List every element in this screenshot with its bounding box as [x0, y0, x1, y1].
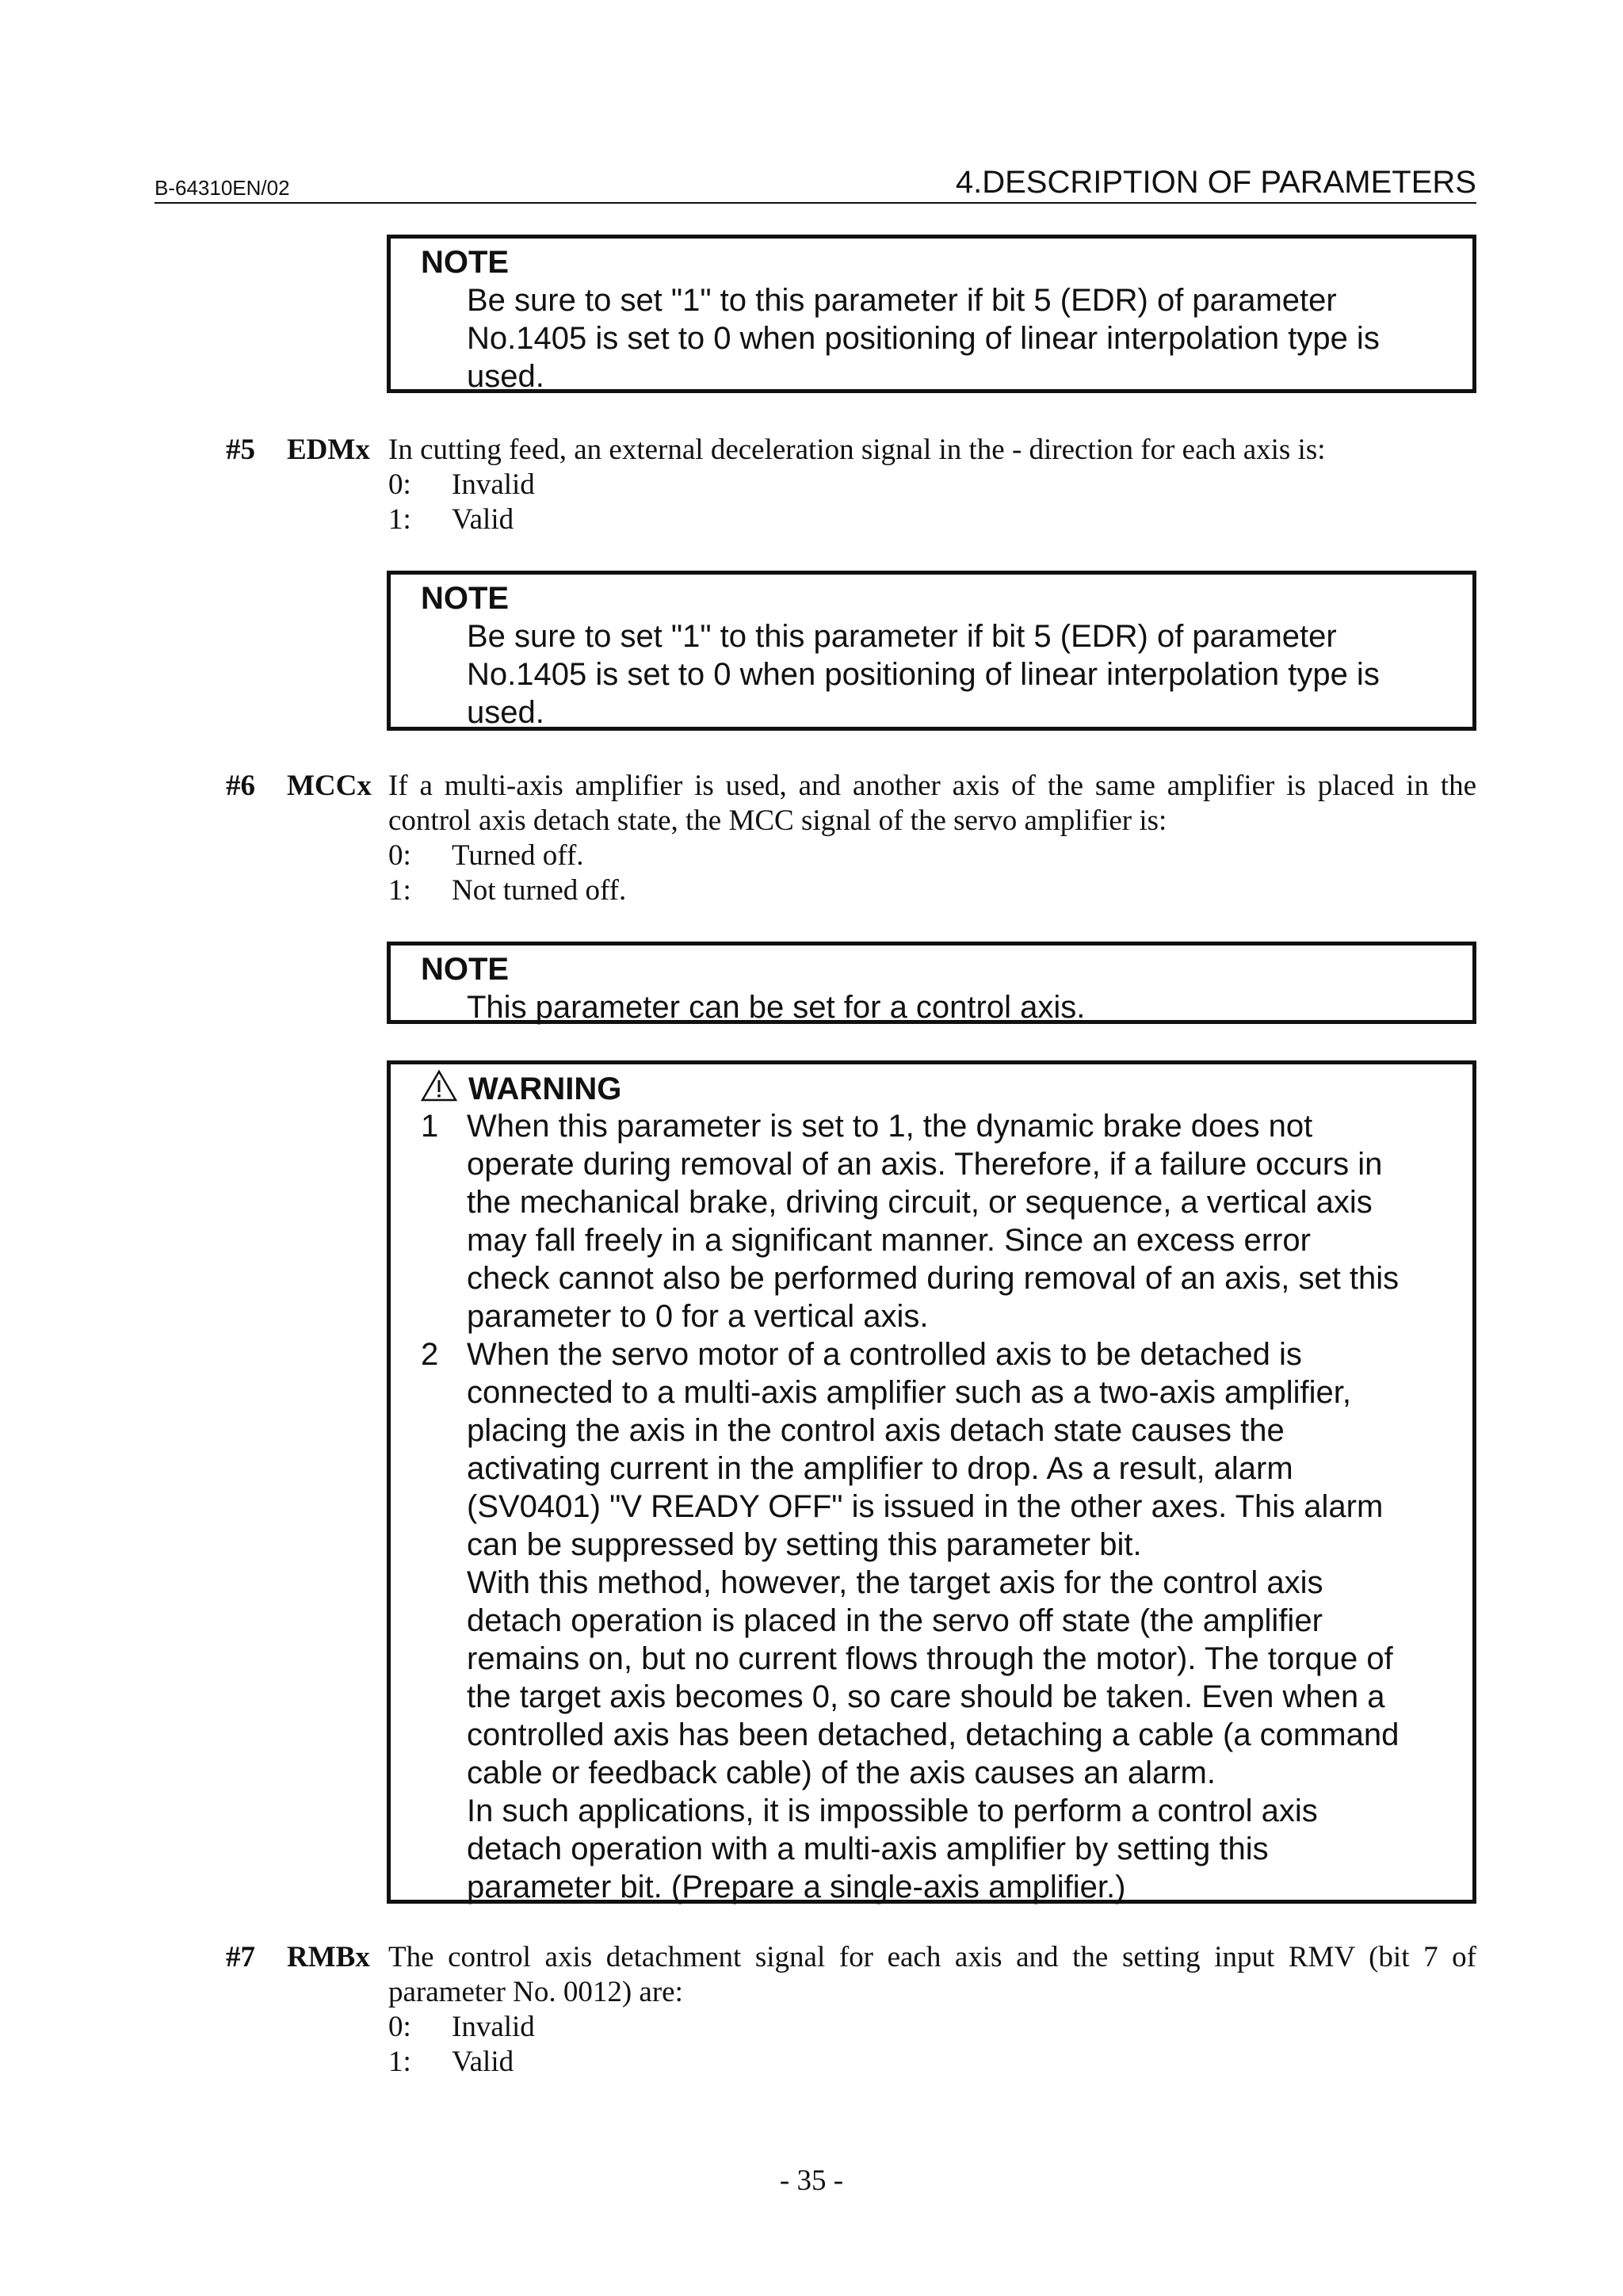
warning-title-text: WARNING [468, 1072, 622, 1106]
option-text: Valid [452, 2046, 514, 2078]
option-value: 0: [388, 468, 411, 501]
warning-item-number: 2 [421, 1337, 439, 1372]
option-value: 0: [388, 2011, 411, 2043]
option-text: Not turned off. [452, 874, 627, 907]
page-number: - 35 - [779, 2164, 844, 2197]
page-header [155, 162, 1476, 204]
note-body: Be sure to set "1" to this parameter if bit 5 (EDR) of parameter No.1405 is set to 0 when positioning of linear interpolation type is used. [467, 283, 1380, 394]
warning-title [421, 1069, 621, 1108]
warning-box [387, 1060, 1476, 1904]
note-body: This parameter can be set for a control axis. [467, 990, 1086, 1025]
option-text: Invalid [452, 468, 535, 501]
option-value: 1: [388, 503, 411, 536]
bit-symbol: MCCx [287, 770, 372, 802]
warning-item-number: 1 [421, 1109, 439, 1144]
bit-description: The control axis detachment signal for each axis and the setting input RMV (bit 7 of parameter No. 0012) are: [388, 1941, 1476, 2008]
note-title: NOTE [421, 245, 510, 280]
document-number: B-64310EN/02 [155, 176, 290, 200]
warning-paragraph: With this method, however, the target axis for the control axis detach operation is placed in the servo off state (the amplifier remains on, but no current flows through the motor). The torque of the target axis becomes 0, so care should be taken. Even when a controlled axis has been detached, detaching a cable (a command cable or feedback cable) of the axis causes an alarm. [467, 1565, 1400, 1790]
bit-symbol: RMBx [287, 1941, 370, 1973]
bit-description: If a multi-axis amplifier is used, and another axis of the same amplifier is placed in the control axis detach state, the MCC signal of the servo amplifier is: [388, 770, 1476, 837]
option-value: 1: [388, 2046, 411, 2078]
note-body: Be sure to set "1" to this parameter if bit 5 (EDR) of parameter No.1405 is set to 0 when positioning of linear interpolation type is used. [467, 619, 1380, 730]
warning-paragraph: When this parameter is set to 1, the dynamic brake does not operate during removal of an axis. Therefore, if a failure occurs in the mechanical brake, driving circuit, or sequence, a vertical axis may fall freely in a significant manner. Since an excess error check cannot also be performed during removal of an axis, set this parameter to 0 for a vertical axis. [467, 1109, 1400, 1334]
section-title: 4.DESCRIPTION OF PARAMETERS [955, 165, 1476, 200]
warning-paragraph: When the servo motor of a controlled axis to be detached is connected to a multi-axis amplifier such as a two-axis amplifier, placing the axis in the control axis detach state causes the activating current in the amplifier to drop. As a result, alarm (SV0401) "V READY OFF" is issued in the other axes. This alarm can be suppressed by setting this parameter bit. [467, 1337, 1384, 1562]
note-title: NOTE [421, 581, 510, 616]
note-box-bit5 [387, 571, 1476, 731]
note-box-bit6 [387, 942, 1476, 1024]
option-text: Valid [452, 503, 514, 536]
warning-triangle-icon [421, 1069, 457, 1102]
bit-number: #5 [226, 434, 255, 466]
bit-description: In cutting feed, an external deceleration signal in the - direction for each axis is: [388, 434, 1326, 466]
bit-number: #6 [226, 770, 255, 802]
option-text: Invalid [452, 2011, 535, 2043]
bit-symbol: EDMx [287, 434, 370, 466]
warning-paragraph: In such applications, it is impossible to perform a control axis detach operation with a multi-axis amplifier by setting this parameter bit. (Prepare a single-axis amplifier.) [467, 1794, 1318, 1904]
note-title: NOTE [421, 952, 510, 987]
note-box-top [387, 235, 1476, 393]
bit-number: #7 [226, 1941, 255, 1973]
option-value: 0: [388, 839, 411, 872]
option-value: 1: [388, 874, 411, 907]
option-text: Turned off. [452, 839, 584, 872]
